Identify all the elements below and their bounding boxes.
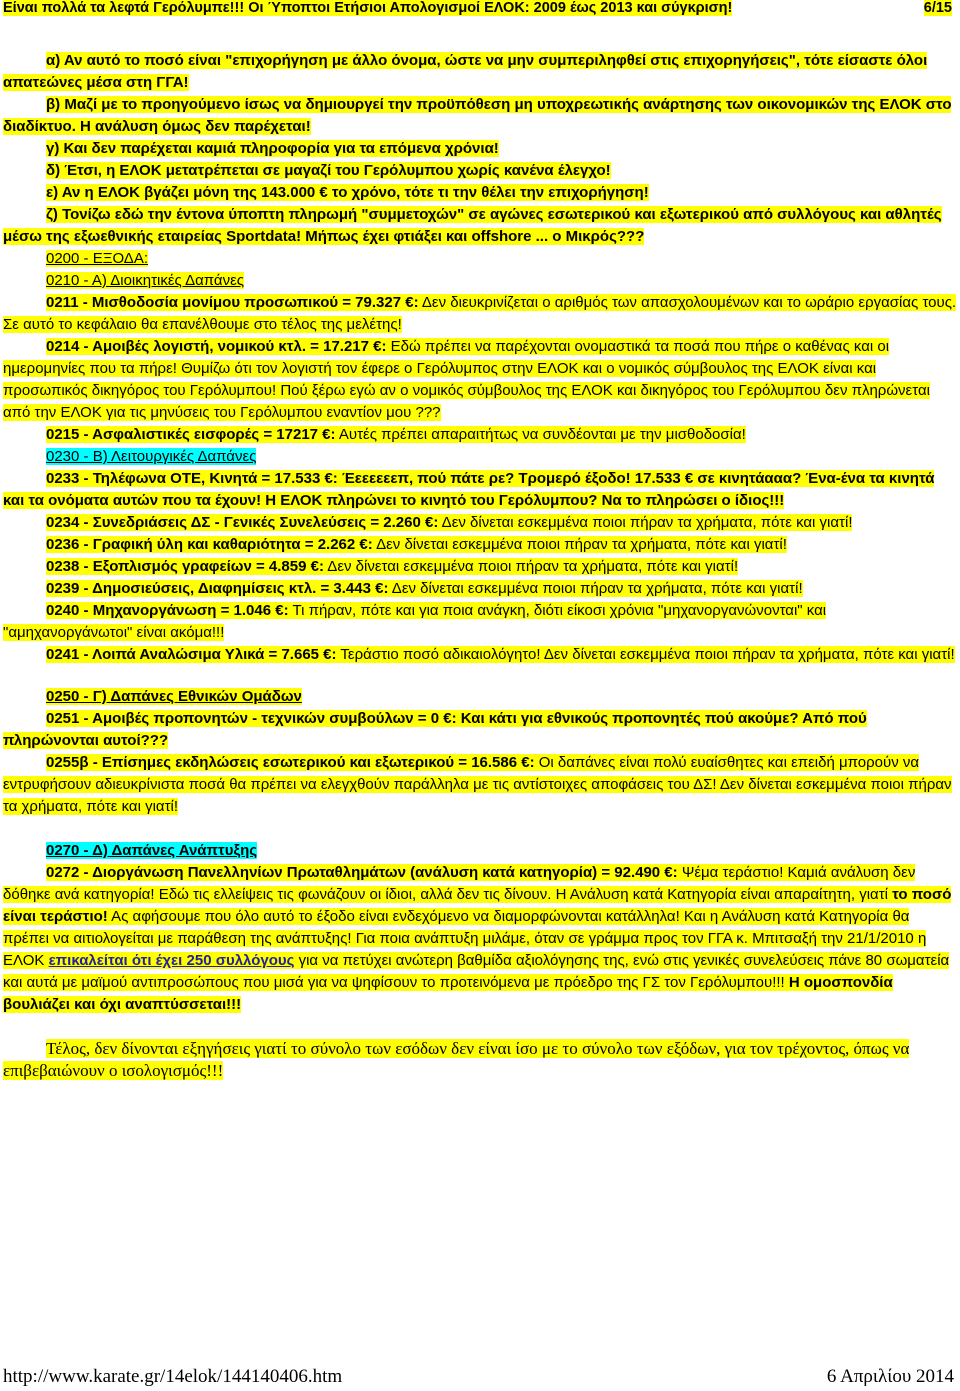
item-0255: 0255β - Επίσημες εκδηλώσεις εσωτερικού και εξωτερικού = 16.586 €: Οι δαπάνες είναι πολύ ευαίσθητες και επειδή μπορούν να εντρυφήσουν αδιευκρίνιστα ποσά θα πρέπει να ελεγχθούν παράλληλα με τις αντίστοιχες αποφάσεις του ΔΣ! Δεν δίνεται εσκεμμένα ποιοι πήραν τα χρήματα, πότε και γιατί! (3, 754, 952, 815)
note-b: β) Μαζί με το προηγούμενο ίσως να δημιουργεί την προϋπόθεση μη υποχρεωτικής ανάρτησης των οικονομικών της ΕΛΟΚ στο διαδίκτυο. Η ανάλυση όμως δεν παρέχεται! (3, 96, 952, 135)
item-0234: 0234 - Συνεδριάσεις ΔΣ - Γενικές Συνελεύσεις = 2.260 €: Δεν δίνεται εσκεμμένα ποιοι πήραν τα χρήματα, πότε και γιατί! (46, 514, 853, 531)
note-f: ζ) Τονίζω εδώ την έντονα ύποπτη πληρωμή "συμμετοχών" σε αγώνες εσωτερικού και εξωτερικού από συλλόγους και αθλητές μέσω της εξωεθνικής εταιρείας Sportdata! Μήπως έχει φτιάξει και offshore ... ο Μικρός??? (3, 206, 942, 245)
footer-date: 6 Απριλίου 2014 (826, 1366, 954, 1387)
document-title: Είναι πολλά τα λεφτά Γερόλυμπε!!! Οι Ύποπτοι Ετήσιοι Απολογισμοί ΕΛΟΚ: 2009 έως 2013 και σύγκριση! (3, 0, 733, 16)
note-d: δ) Έτσι, η ΕΛΟΚ μετατρέπεται σε μαγαζί του Γερόλυμπου χωρίς κανένα έλεγχο! (46, 162, 611, 179)
closing-paragraph: Τέλος, δεν δίνονται εξηγήσεις γιατί το σύνολο των εσόδων δεν είναι ίσο με το σύνολο των εξόδων, για τον τρέχοντος, όπως να επιβεβαιώνουν ο ισολογισμός!!! (3, 1039, 910, 1080)
expenses-heading: 0200 - ΕΞΟΔΑ: (46, 250, 148, 267)
section-d-heading: 0270 - Δ) Δαπάνες Ανάπτυξης (46, 842, 258, 859)
page-header (3, 0, 958, 16)
section-b-heading: 0230 - Β) Λειτουργικές Δαπάνες (46, 448, 257, 465)
section-c-heading: 0250 - Γ) Δαπάνες Εθνικών Ομάδων (46, 688, 302, 705)
item-0233: 0233 - Τηλέφωνα ΟΤΕ, Κινητά = 17.533 €: Έεεεεεεπ, πού πάτε ρε? Τρομερό έξοδο! 17.533 € σε κινητάααα? Ένα-ένα τα κινητά και τα ονόματα αυτών που τα έχουν! Η ΕΛΟΚ πληρώνει το κινητό του Γερόλυμπου? Να το πληρώσει ο ίδιος!!! (3, 470, 935, 509)
note-e: ε) Αν η ΕΛΟΚ βγάζει μόνη της 143.000 € το χρόνο, τότε τι την θέλει την επιχορήγηση! (46, 184, 649, 201)
item-0238: 0238 - Εξοπλισμός γραφείων = 4.859 €: Δεν δίνεται εσκεμμένα ποιοι πήραν τα χρήματα, πότε και γιατί! (46, 558, 739, 575)
spacer (3, 666, 958, 686)
item-0240: 0240 - Μηχανοργάνωση = 1.046 €: Τι πήραν, πότε και για ποια ανάγκη, διότι είκοσι χρόνια "μηχανοργανώνονται" και "αμηχανοργάνωτοι" είναι ακόμα!!! (3, 602, 827, 641)
footer-url: http://www.karate.gr/14elok/144140406.htm (3, 1366, 343, 1387)
item-0236: 0236 - Γραφική ύλη και καθαριότητα = 2.262 €: Δεν δίνεται εσκεμμένα ποιοι πήραν τα χρήματα, πότε και γιατί! (46, 536, 787, 553)
section-a-heading: 0210 - Α) Διοικητικές Δαπάνες (46, 272, 245, 289)
item-0272: 0272 - Διοργάνωση Πανελληνίων Πρωταθλημάτων (ανάλυση κατά κατηγορία) = 92.490 €: Ψέμα τεράστιο! Καμιά ανάλυση δεν δόθηκε ανά κατηγορία! Εδώ τις ελλείψεις τις φωνάζουν οι ίδιοι, αλλά δεν τις δίνουν. Η Ανάλυση κατά Κατηγορία είναι απαραίτητη, γιατί το ποσό είναι τεράστιο! Ας αφήσουμε που όλο αυτό το έξοδο είναι ενδεχόμενο να διαμορφώνονται κατάλληλα! Και η Ανάλυση κατά Κατηγορία θα πρέπει να αιτιολογείται με παράθεση της ανάπτυξης! Για ποια ανάπτυξη μιλάμε, όταν σε γράμμα προς τον ΓΓΑ κ. Μπιτσαξή την 21/1/2010 η ΕΛΟΚ επικαλείται ότι έχει 250 συλλόγους για να πετύχει ανώτερη βαθμίδα αξιολόγησης της, ενώ στις γενικές συνελεύσεις πάνε 80 σωματεία και αυτά με μαϊμού αντιπροσώπους που μισά για να ψηφίσουν το προτεινόμενα με πρόεδρο της ΓΣ τον Γερόλυμπου!!! Η ομοσπονδία βουλιάζει και όχι αναπτύσσεται!!! (3, 864, 952, 1013)
document-body (3, 50, 958, 1082)
link-250-clubs[interactable]: επικαλείται ότι έχει 250 συλλόγους (48, 952, 295, 969)
spacer (3, 1016, 958, 1038)
note-a: α) Αν αυτό το ποσό είναι "επιχορήγηση με άλλο όνομα, ώστε να μην συμπεριληφθεί στις επιχορηγήσεις", τότε είσαστε όλοι απατεώνες μέσα στη ΓΓΑ! (3, 52, 928, 91)
page-footer (3, 1366, 958, 1388)
item-0215: 0215 - Ασφαλιστικές εισφορές = 17217 €: Αυτές πρέπει απαραιτήτως να συνδέονται με την μισθοδοσία! (46, 426, 746, 443)
item-0239: 0239 - Δημοσιεύσεις, Διαφημίσεις κτλ. = 3.443 €: Δεν δίνεται εσκεμμένα ποιοι πήραν τα χρήματα, πότε και γιατί! (46, 580, 803, 597)
item-0241: 0241 - Λοιπά Αναλώσιμα Υλικά = 7.665 €: Τεράστιο ποσό αδικαιολόγητο! Δεν δίνεται εσκεμμένα ποιοι πήραν τα χρήματα, πότε και γιατί! (46, 646, 955, 663)
spacer (3, 818, 958, 840)
item-0214: 0214 - Αμοιβές λογιστή, νομικού κτλ. = 17.217 €: Εδώ πρέπει να παρέχονται ονομαστικά τα ποσά που πήρε ο καθένας και οι ημερομηνίες που τα πήρε! Θυμίζω ότι τον λογιστή τον έφερε ο Γερόλυμπος στην ΕΛΟΚ και ο νομικός σύμβουλος της ΕΛΟΚ είναι και προσωπικός δικηγόρος του Γερόλυμπου! Πού ξέρω εγώ αν ο νομικός σύμβουλος της ΕΛΟΚ και δικηγόρος του Γερόλυμπου δεν πληρώνεται από την ΕΛΟΚ για τις μηνύσεις του Γερόλυμπου εναντίον μου ??? (3, 338, 930, 421)
item-0211: 0211 - Μισθοδοσία μονίμου προσωπικού = 79.327 €: Δεν διευκρινίζεται ο αριθμός των απασχολουμένων και το ωράριο εργασίας τους. Σε αυτό το κεφάλαιο θα επανέλθουμε στο τέλος της μελέτης! (3, 294, 957, 333)
note-c: γ) Και δεν παρέχεται καμιά πληροφορία για τα επόμενα χρόνια! (46, 140, 499, 157)
item-0251: 0251 - Αμοιβές προπονητών - τεχνικών συμβούλων = 0 €: Και κάτι για εθνικούς προπονητές πού ακούμε? Από πού πληρώνονται αυτοί??? (3, 710, 867, 749)
page-number: 6/15 (923, 0, 952, 16)
